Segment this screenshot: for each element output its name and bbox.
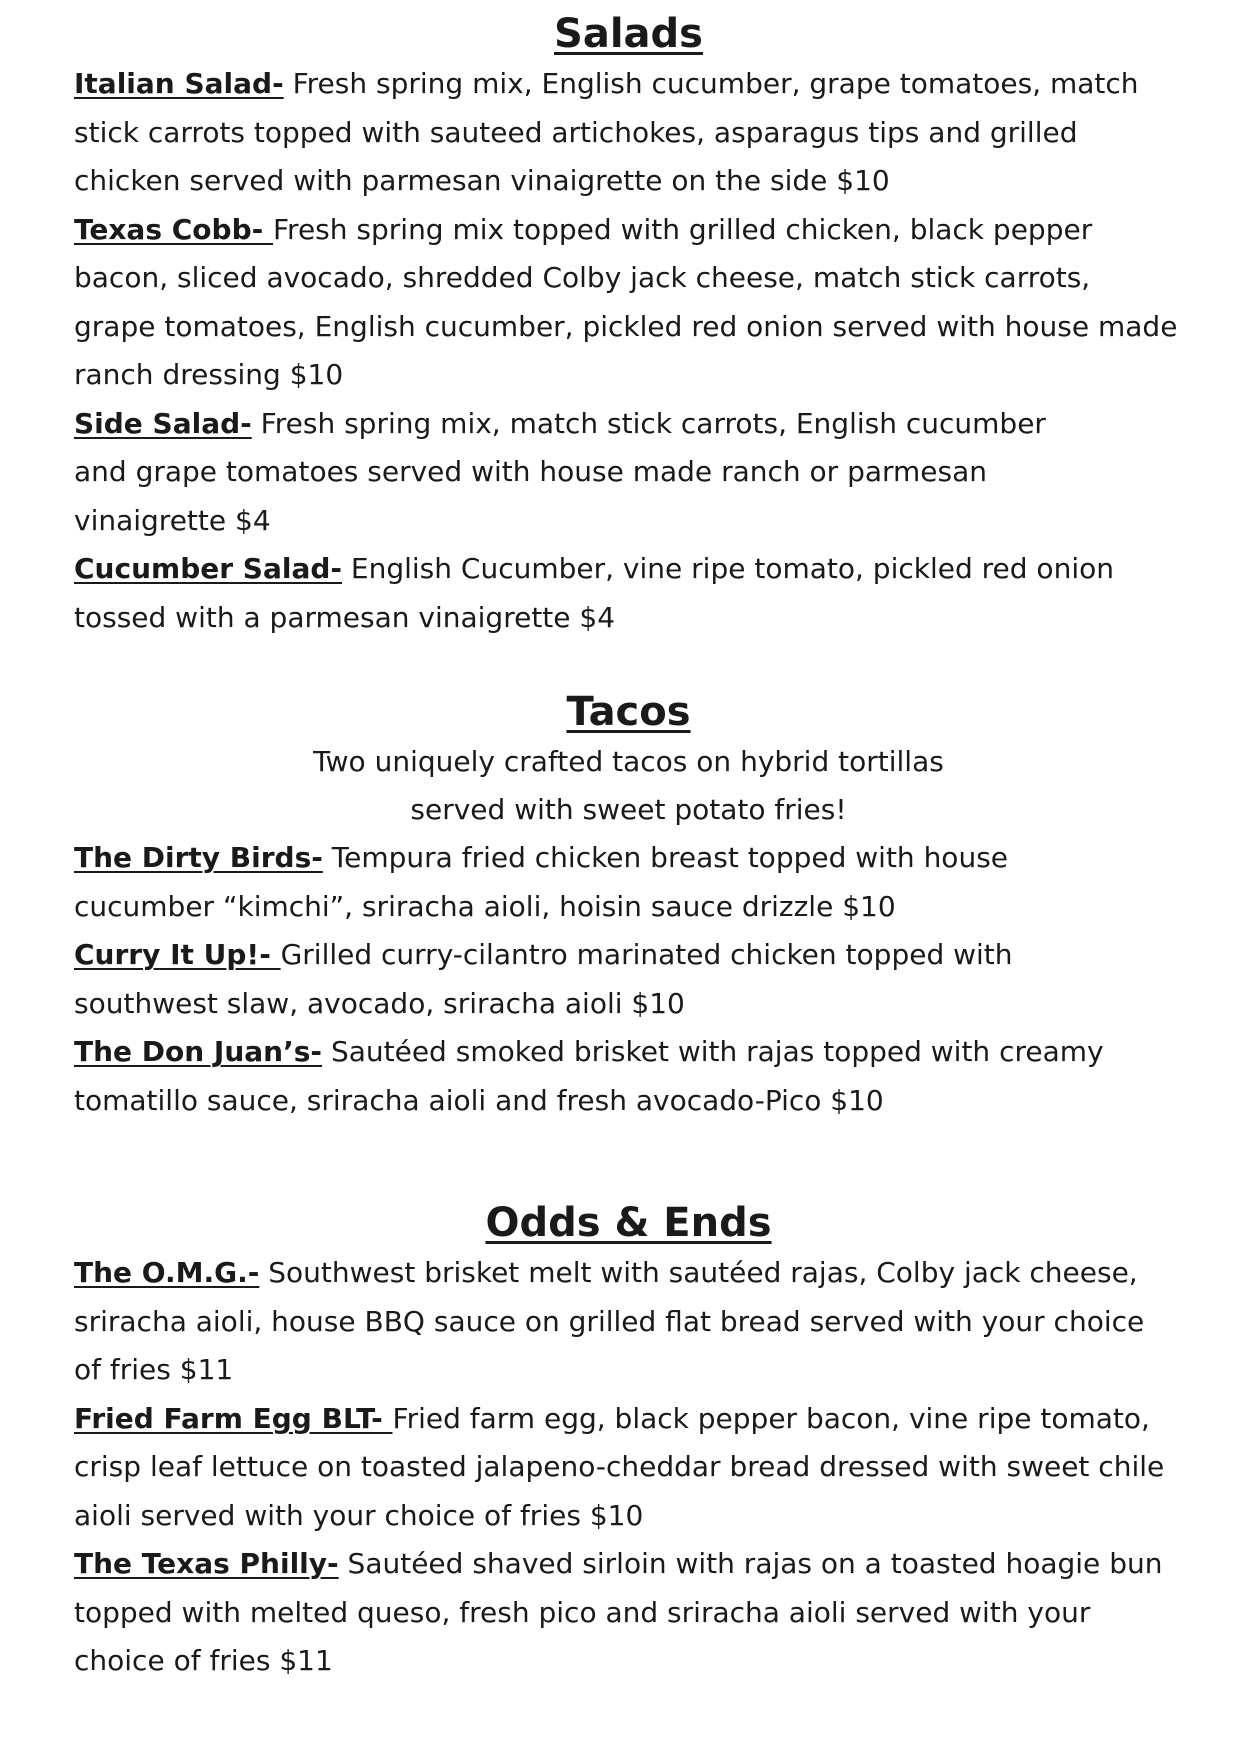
section-spacer	[74, 642, 1183, 686]
tacos-subtitle-line-2: served with sweet potato fries!	[410, 793, 847, 826]
item-description: Grilled curry-cilantro marinated chicken topped with southwest slaw, avocado, sriracha aioli $10	[74, 938, 1013, 1020]
item-name: The O.M.G.-	[74, 1256, 260, 1289]
salads-section	[74, 8, 1183, 642]
item-description: Sautéed shaved sirloin with rajas on a toasted hoagie bun topped with melted queso, fresh pico and sriracha aioli served with your choice of fries $11	[74, 1547, 1163, 1677]
odds-and-ends-section	[74, 1197, 1183, 1686]
menu-item-don-juans	[74, 1028, 1178, 1125]
item-description: Fresh spring mix topped with grilled chicken, black pepper bacon, sliced avocado, shredded Colby jack cheese, match stick carrots, grape tomatoes, English cucumber, pickled red onion served with house made ranch dressing $10	[74, 212, 1178, 391]
tacos-subtitle-line-1: Two uniquely crafted tacos on hybrid tortillas	[313, 745, 944, 778]
section-title-tacos: Tacos	[566, 689, 691, 735]
item-name: The Don Juan’s-	[74, 1035, 323, 1068]
menu-item-italian-salad	[74, 60, 1178, 206]
item-description: Southwest brisket melt with sautéed rajas, Colby jack cheese, sriracha aioli, house BBQ sauce on grilled flat bread served with your choice of fries $11	[74, 1256, 1145, 1386]
item-name: Italian Salad-	[74, 67, 284, 100]
menu-item-texas-philly	[74, 1540, 1178, 1686]
item-name: The Dirty Birds-	[74, 841, 323, 874]
item-name: Cucumber Salad-	[74, 552, 342, 585]
menu-item-dirty-birds	[74, 834, 1074, 931]
section-title-odds-and-ends: Odds & Ends	[485, 1200, 772, 1246]
item-name: Side Salad-	[74, 406, 252, 440]
item-name: Curry It Up!-	[74, 938, 281, 971]
item-description: English Cucumber, vine ripe tomato, pickled red onion tossed with a parmesan vinaigrette $4	[74, 552, 1114, 634]
item-name: The Texas Philly-	[74, 1547, 339, 1580]
item-description: Fresh spring mix, English cucumber, grape tomatoes, match stick carrots topped with sauteed artichokes, asparagus tips and grilled chicken served with parmesan vinaigrette on the side $10	[74, 67, 1139, 197]
menu-item-fried-farm-egg-blt	[74, 1395, 1178, 1541]
item-name: Texas Cobb-	[74, 212, 273, 246]
menu-item-curry-it-up	[74, 931, 1074, 1028]
menu-item-side-salad	[74, 400, 1074, 546]
menu-item-omg	[74, 1249, 1178, 1395]
item-name: Fried Farm Egg BLT-	[74, 1401, 393, 1435]
menu-item-cucumber-salad	[74, 545, 1178, 642]
tacos-section	[74, 686, 1183, 1125]
menu-item-texas-cobb	[74, 206, 1178, 400]
section-title-salads: Salads	[554, 11, 703, 57]
item-description: Tempura fried chicken breast topped with house cucumber “kimchi”, sriracha aioli, hoisin sauce drizzle $10	[74, 841, 1009, 923]
section-spacer	[74, 1125, 1183, 1197]
item-description: Fried farm egg, black pepper bacon, vine ripe tomato, crisp leaf lettuce on toasted jalapeno-cheddar bread dressed with sweet chile aioli served with your choice of fries $10	[74, 1401, 1165, 1532]
item-description: Fresh spring mix, match stick carrots, English cucumber and grape tomatoes served with house made ranch or parmesan vinaigrette $4	[74, 406, 1046, 537]
item-description: Sautéed smoked brisket with rajas topped with creamy tomatillo sauce, sriracha aioli and fresh avocado-Pico $10	[74, 1035, 1104, 1117]
